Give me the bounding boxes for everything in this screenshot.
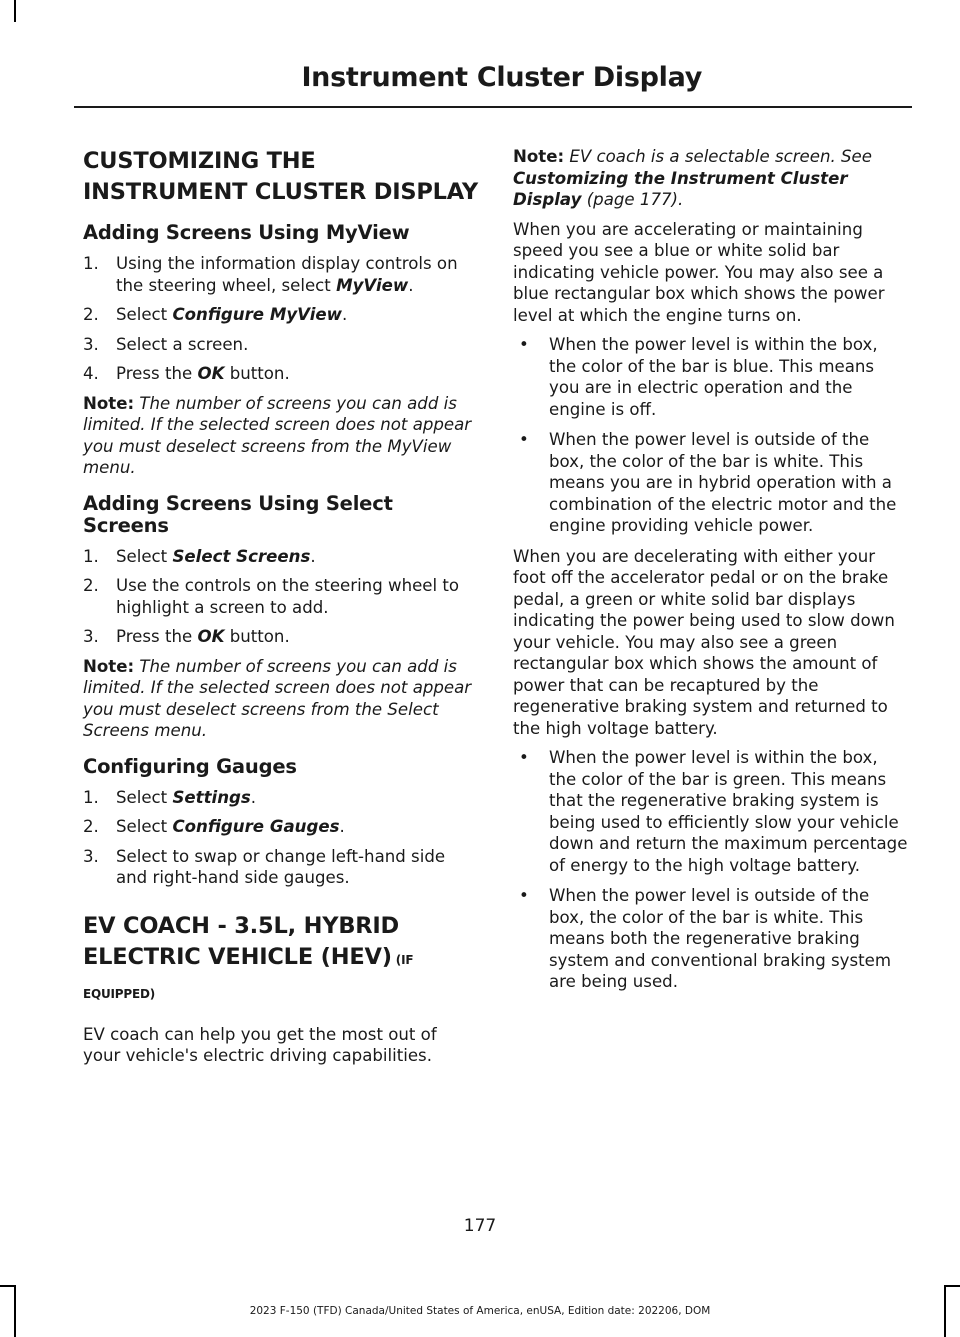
crop-mark-bottom-right-h xyxy=(944,1285,960,1287)
note-ev-coach: Note: EV coach is a selectable screen. See Customizing the Instrument Cluster Display (page 177). xyxy=(513,147,872,209)
paragraph-decelerating: When you are decelerating with either your foot off the accelerator pedal or on the brake pedal, a green or white solid bar displays indicating the power being used to slow down your vehicle. You may also see a green rectangular box which shows the amount of power that can be recaptured by the regenerative braking system and returned to the high voltage battery. xyxy=(513,546,895,738)
section-heading-ev-coach: EV COACH - 3.5L, HYBRID ELECTRIC VEHICLE (HEV) (IF EQUIPPED) xyxy=(83,912,414,1001)
myview-steps xyxy=(83,253,479,385)
page-header-title: Instrument Cluster Display xyxy=(301,62,702,93)
note-myview: Note: The number of screens you can add is limited. If the selected screen does not appear you must deselect screens from the MyView menu. xyxy=(83,393,472,477)
list-item: 3. Select to swap or change left-hand side and right-hand side gauges. xyxy=(83,846,446,887)
right-column xyxy=(513,146,909,1002)
crop-mark-top-left xyxy=(14,0,16,22)
list-item: 4. Press the OK button. xyxy=(83,364,290,383)
list-item: • When the power level is within the box, the color of the bar is blue. This means you are in electric operation and the engine is off. xyxy=(519,335,878,419)
list-item: • When the power level is outside of the box, the color of the bar is white. This means you are in hybrid operation with a combination of the electric motor and the engine providing vehicle power. xyxy=(519,430,897,535)
paragraph-accelerating: When you are accelerating or maintaining speed you see a blue or white solid bar indicating vehicle power. You may also see a blue rectangular box which shows the power level at which the engine turns on. xyxy=(513,219,885,325)
subheading-configuring-gauges: Configuring Gauges xyxy=(83,754,297,778)
list-item: 1. Select Select Screens. xyxy=(83,546,316,566)
subheading-myview: Adding Screens Using MyView xyxy=(83,221,410,244)
list-item: 2. Use the controls on the steering wheel to highlight a screen to add. xyxy=(83,576,460,617)
list-item: 3. Press the OK button. xyxy=(83,627,290,646)
cross-reference-link[interactable]: Customizing the Instrument Cluster Display xyxy=(513,168,848,209)
list-item: 1. Using the information display controls on the steering wheel, select MyView. xyxy=(83,254,458,295)
ev-coach-intro: EV coach can help you get the most out of your vehicle's electric driving capabilities. xyxy=(83,1024,437,1065)
gauges-steps xyxy=(83,787,479,889)
page-number: 177 xyxy=(463,1216,497,1236)
subheading-select-screens: Adding Screens Using Select Screens xyxy=(83,491,393,537)
list-item: • When the power level is within the box, the color of the bar is green. This means that the regenerative braking system is being used to efficiently slow your vehicle down and return the maximum percentage of energy to the high voltage battery. xyxy=(519,748,908,875)
note-select-screens: Note: The number of screens you can add is limited. If the selected screen does not appear you must deselect screens from the Select Screens menu. xyxy=(83,656,472,740)
list-item: 1. Select Settings. xyxy=(83,787,257,807)
left-column xyxy=(83,146,479,1075)
decelerating-bullets xyxy=(513,747,909,993)
list-item: 2. Select Configure Gauges. xyxy=(83,817,345,836)
crop-mark-bottom-left-h xyxy=(0,1285,16,1287)
list-item: 3. Select a screen. xyxy=(83,334,249,354)
list-item: • When the power level is outside of the box, the color of the bar is white. This means both the regenerative braking system and conventional braking system are being used. xyxy=(519,886,891,991)
select-screens-steps xyxy=(83,546,479,648)
header-divider xyxy=(74,106,912,108)
section-heading-customizing: CUSTOMIZING THE INSTRUMENT CLUSTER DISPLAY xyxy=(83,148,478,205)
page-footer: 2023 F-150 (TFD) Canada/United States of America, enUSA, Edition date: 202206, DOM xyxy=(249,1305,711,1317)
accelerating-bullets xyxy=(513,334,909,537)
list-item: 2. Select Configure MyView. xyxy=(83,305,348,324)
